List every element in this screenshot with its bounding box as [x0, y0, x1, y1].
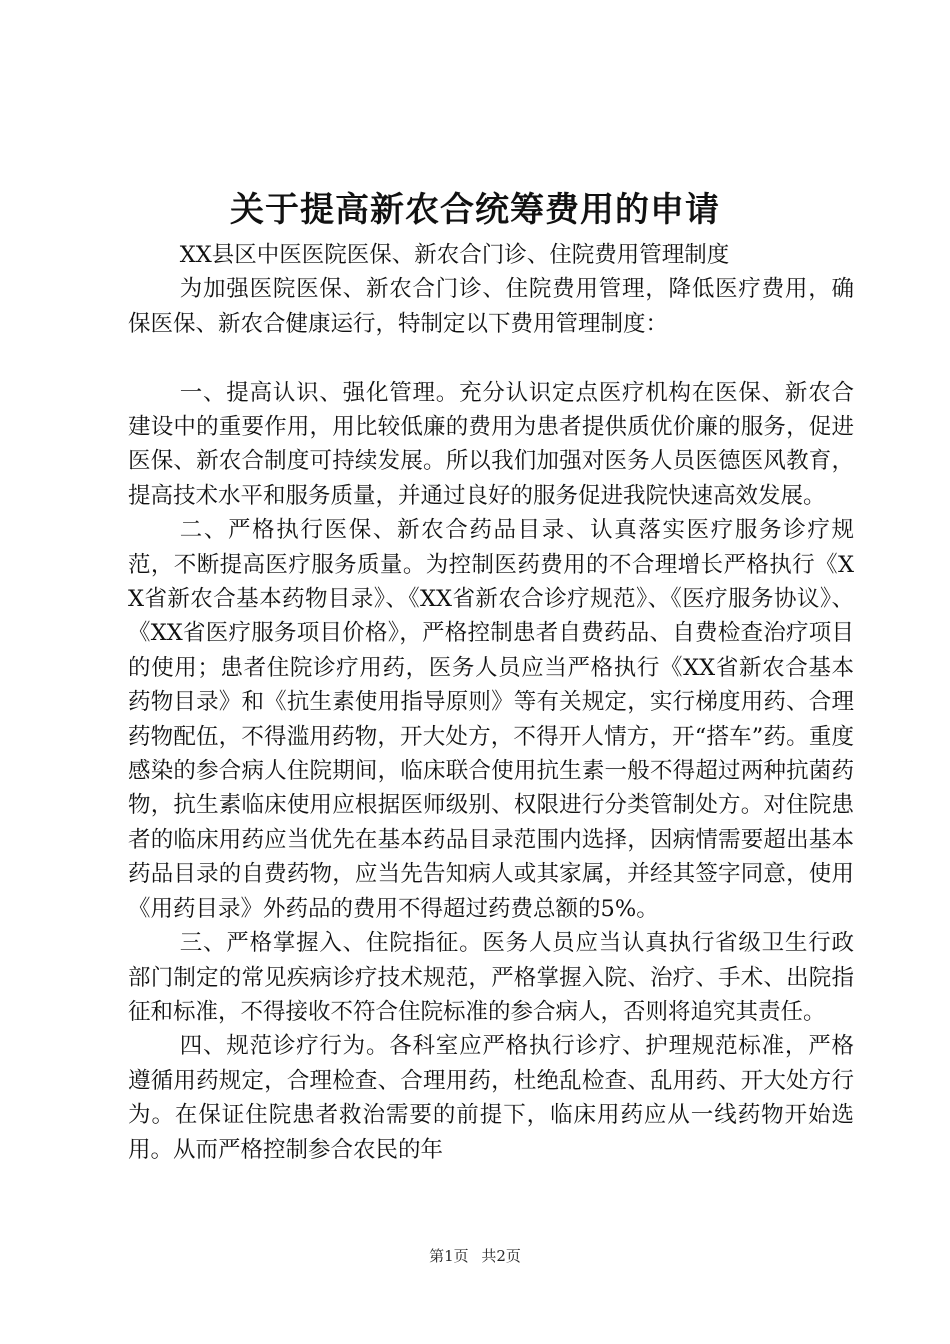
section-four-paragraph: 四、规范诊疗行为。各科室应严格执行诊疗、护理规范标准，严格遵循用药规定，合理检查、合理用药，杜绝乱检查、乱用药、开大处方行为。在保证住院患者救治需要的前提下，临床用药应从一线药物开始选用。从而严格控制参合农民的年: [128, 1033, 854, 1163]
document-subtitle: XX县区中医医院医保、新农合门诊、住院费用管理制度: [179, 242, 730, 268]
section-two-paragraph: 二、严格执行医保、新农合药品目录、认真落实医疗服务诊疗规范，不断提高医疗服务质量。为控制医药费用的不合理增长严格执行《XX省新农合基本药物目录》、《XX省新农合诊疗规范》、《医疗服务协议》、《XX省医疗服务项目价格》，严格控制患者自费药品、自费检查治疗项目的使用；患者住院诊疗用药，医务人员应当严格执行《XX省新农合基本药物目录》和《抗生素使用指导原则》等有关规定，实行梯度用药、合理药物配伍，不得滥用药物，开大处方，不得开人情方，开“搭车”药。重度感染的参合病人住院期间，临床联合使用抗生素一般不得超过两种抗菌药物，抗生素临床使用应根据医师级别、权限进行分类管制处方。对住院患者的临床用药应当优先在基本药品目录范围内选择，因病情需要超出基本药品目录的自费药物，应当先告知病人或其家属，并经其签字同意，使用《用药目录》外药品的费用不得超过药费总额的5%。: [128, 517, 854, 922]
section-three-paragraph: 三、严格掌握入、住院指征。医务人员应当认真执行省级卫生行政部门制定的常见疾病诊疗技术规范，严格掌握入院、治疗、手术、出院指征和标准，不得接收不符合住院标准的参合病人，否则将追究其责任。: [128, 930, 854, 1025]
section-one-paragraph: 一、提高认识、强化管理。充分认识定点医疗机构在医保、新农合建设中的重要作用，用比较低廉的费用为患者提供质优价廉的服务，促进医保、新农合制度可持续发展。所以我们加强对医务人员医德医风教育，提高技术水平和服务质量，并通过良好的服务促进我院快速高效发展。: [128, 379, 854, 509]
document-body: [128, 238, 854, 1167]
document-title: 关于提高新农合统筹费用的申请: [230, 190, 720, 230]
page-footer: [0, 1245, 950, 1267]
page-total: 共2页: [481, 1247, 521, 1265]
intro-paragraph: 为加强医院医保、新农合门诊、住院费用管理，降低医疗费用，确保医保、新农合健康运行，特制定以下费用管理制度：: [128, 276, 854, 337]
page-number: 第1页: [429, 1247, 469, 1265]
